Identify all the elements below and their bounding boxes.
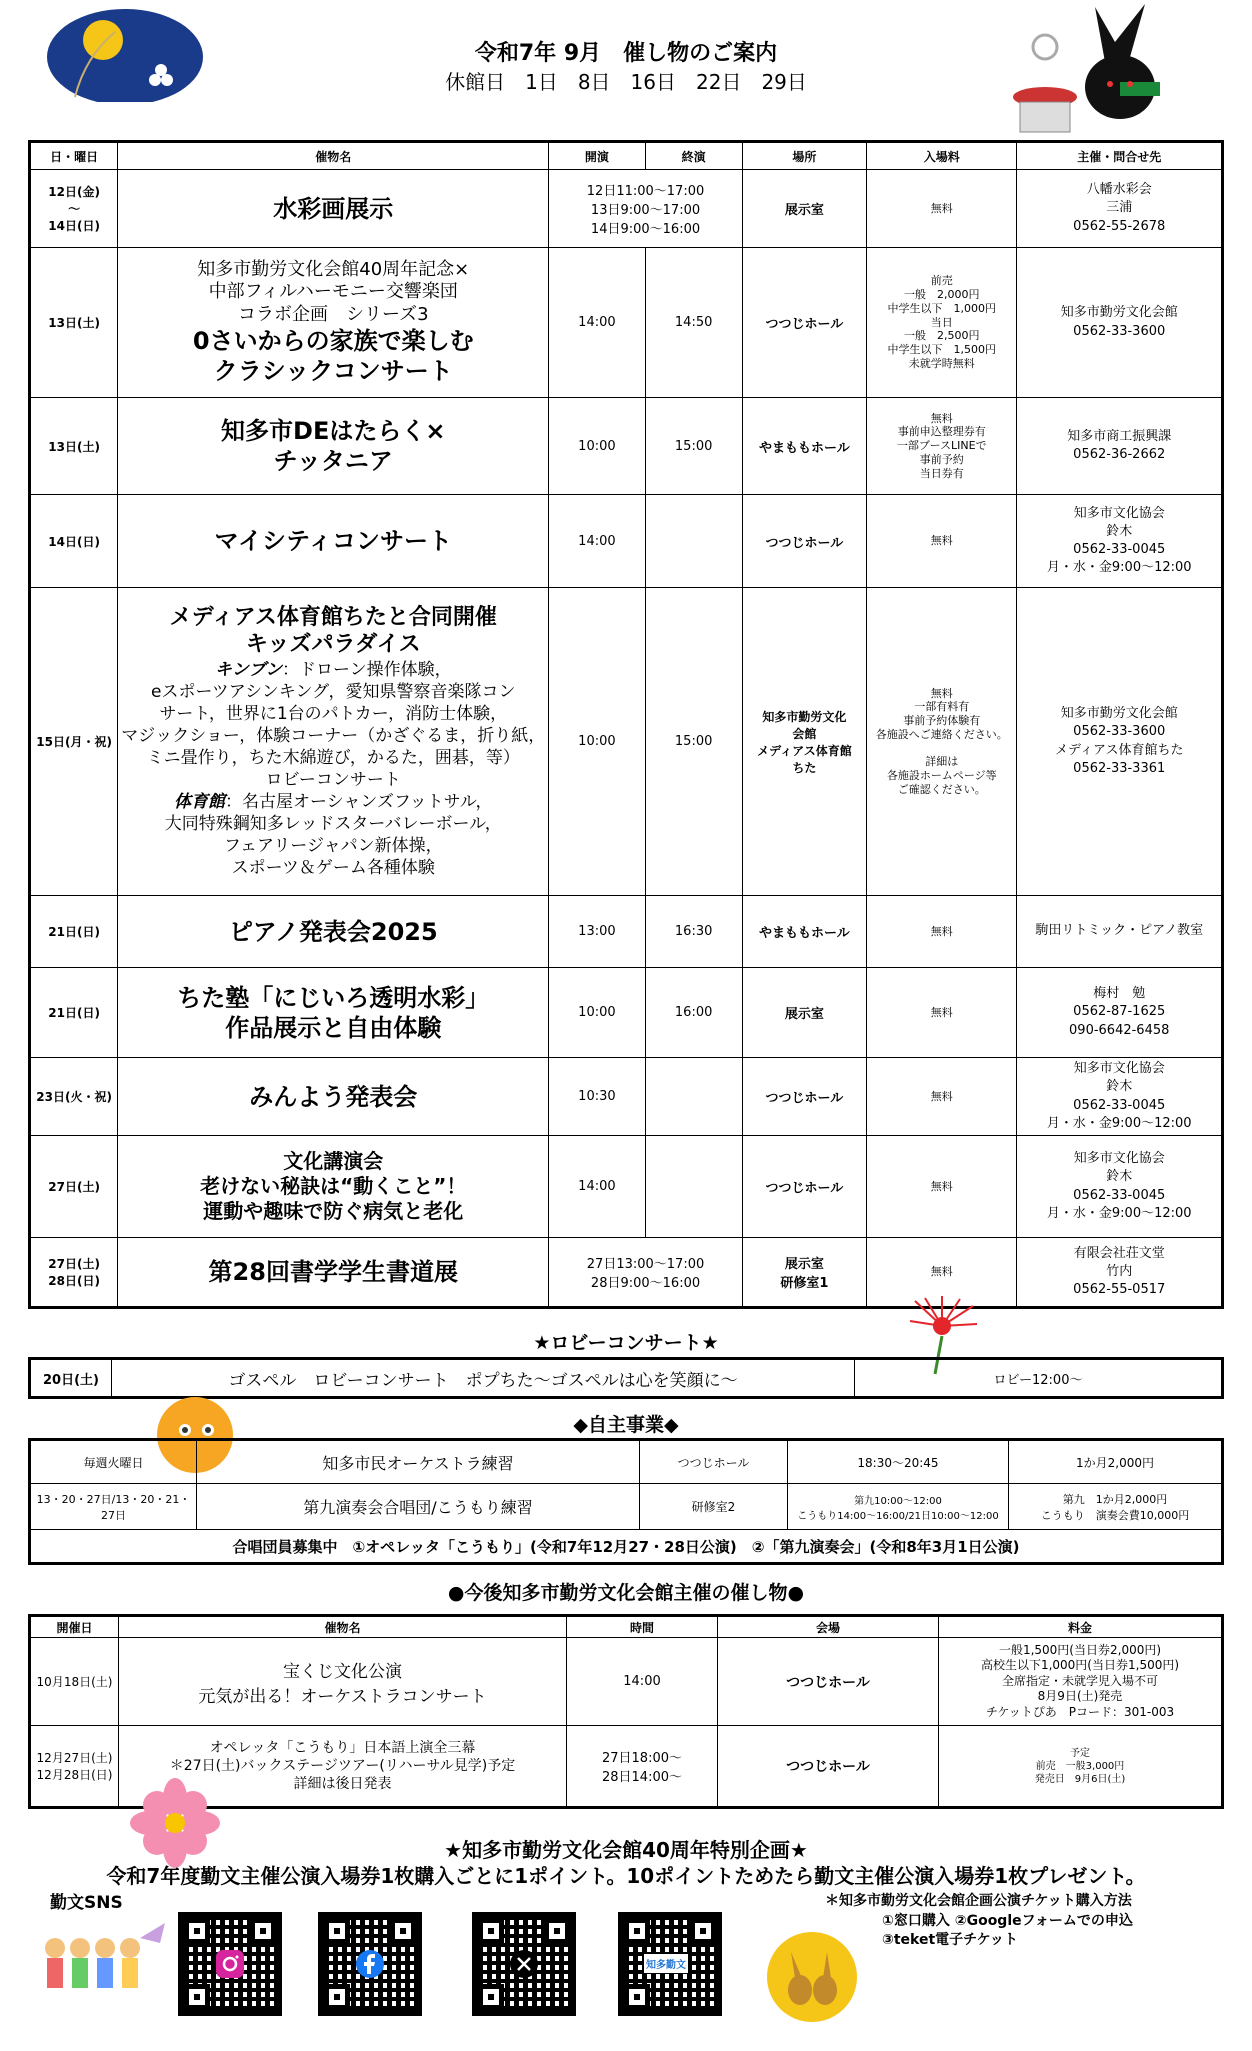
event-end: 15:00 (645, 588, 742, 896)
event-time: 27日13:00～17:00 28日9:00～16:00 (549, 1238, 742, 1308)
event-fee: 無料 (867, 170, 1017, 248)
event-name: マイシティコンサート (118, 495, 549, 588)
table-row (30, 1136, 1223, 1238)
table-row (30, 588, 1223, 896)
event-start: 10:30 (549, 1058, 645, 1136)
event-contact: 知多市文化協会 鈴木 0562-33-0045 月・水・金9:00～12:00 (1017, 1058, 1223, 1136)
table-row (30, 1058, 1223, 1136)
qr-x[interactable] (472, 1912, 576, 2016)
event-name: 水彩画展示 (118, 170, 549, 248)
event-start: 10:00 (549, 968, 645, 1058)
event-fee: 無料 一部有料有 事前予約体験有 各施設へご連絡ください。 詳細は 各施設ホームページ等 ご確認ください。 (867, 588, 1017, 896)
qr-website[interactable] (618, 1912, 722, 2016)
page-title: 令和7年 9月 催し物のご案内 (474, 41, 778, 66)
event-date: 14日(日) (30, 495, 118, 588)
col-fee: 入場料 (867, 142, 1017, 170)
col-place: 会場 (718, 1616, 939, 1638)
event-fee: 無料 (867, 1058, 1017, 1136)
event-contact: 知多市文化協会 鈴木 0562-33-0045 月・水・金9:00～12:00 (1017, 1136, 1223, 1238)
own-name: 知多市民オーケストラ練習 (197, 1440, 640, 1484)
col-fee: 料金 (939, 1616, 1223, 1638)
event-contact: 駒田リトミック・ピアノ教室 (1017, 896, 1223, 968)
event-name: 第28回書学学生書道展 (118, 1238, 549, 1308)
event-start: 14:00 (549, 248, 645, 398)
event-start: 10:00 (549, 588, 645, 896)
x-icon (510, 1950, 538, 1978)
event-place: 知多市勤労文化 会館 メディアス体育館 ちた (742, 588, 866, 896)
event-time: 12日11:00～17:00 13日9:00～17:00 14日9:00～16:00 (549, 170, 742, 248)
event-date: 27日(土) 28日(日) (30, 1238, 118, 1308)
table-row (30, 1484, 1223, 1530)
event-fee: 無料 (867, 968, 1017, 1058)
event-place: つつじホール (742, 1136, 866, 1238)
own-when: 13・20・27日/13・20・21・27日 (30, 1484, 197, 1530)
lobby-table (28, 1357, 1224, 1399)
qr-instagram[interactable] (178, 1912, 282, 2016)
ticket-method-1: ①窓口購入 ②Googleフォームでの申込 (882, 1913, 1133, 1929)
ticket-title: ＊知多市勤労文化会館企画公演チケット購入方法 (825, 1893, 1132, 1909)
future-time: 14:00 (567, 1638, 718, 1726)
event-place: 展示室 (742, 170, 866, 248)
event-end: 15:00 (645, 398, 742, 495)
table-row (30, 896, 1223, 968)
event-contact: 知多市文化協会 鈴木 0562-33-0045 月・水・金9:00～12:00 (1017, 495, 1223, 588)
event-fee: 無料 (867, 896, 1017, 968)
col-name: 催物名 (118, 142, 549, 170)
detail-label: 体育館 (174, 792, 226, 813)
own-time: 第九10:00～12:00 こうもり14:00～16:00/21日10:00～12:00 (788, 1484, 1009, 1530)
col-start: 開演 (549, 142, 645, 170)
lobby-name: ゴスペル ロビーコンサート ポプちた～ゴスペルは心を笑顔に～ (112, 1359, 855, 1398)
event-fee: 無料 (867, 1238, 1017, 1308)
future-name: 宝くじ文化公演 元気が出る！オーケストラコンサート (119, 1638, 567, 1726)
own-heading: ◆自主事業◆ (573, 1414, 679, 1436)
event-place: やまももホール (742, 398, 866, 495)
event-contact: 知多市勤労文化会館 0562-33-3600 メディアス体育館ちた 0562-33-3361 (1017, 588, 1223, 896)
event-place: つつじホール (742, 248, 866, 398)
col-time: 時間 (567, 1616, 718, 1638)
qr-facebook[interactable] (318, 1912, 422, 2016)
event-name: ピアノ発表会2025 (118, 896, 549, 968)
future-name: オペレッタ「こうもり」日本語上演全三幕 ＊27日(土)バックステージツアー(リハーサル見学)予定 詳細は後日発表 (119, 1726, 567, 1808)
event-end: 14:50 (645, 248, 742, 398)
lobby-time: ロビー12:00～ (855, 1359, 1223, 1398)
table-row (30, 1440, 1223, 1484)
event-start: 14:00 (549, 1136, 645, 1238)
future-time: 27日18:00～ 28日14:00～ (567, 1726, 718, 1808)
event-place: 展示室 (742, 968, 866, 1058)
closed-days: 休館日 1日 8日 16日 22日 29日 (445, 70, 807, 94)
event-fee: 無料 (867, 495, 1017, 588)
event-place: 展示室 研修室1 (742, 1238, 866, 1308)
own-table (28, 1438, 1224, 1565)
event-date: 12日(金) ～ 14日(日) (30, 170, 118, 248)
detail-label: キンブン (214, 659, 282, 680)
event-contact: 知多市商工振興課 0562-36-2662 (1017, 398, 1223, 495)
event-date: 21日(日) (30, 968, 118, 1058)
future-place: つつじホール (718, 1726, 939, 1808)
sns-label: 勤文SNS (50, 1893, 123, 1913)
event-date: 21日(日) (30, 896, 118, 968)
event-name-title: メディアス体育館ちたと合同開催 キッズパラダイス (169, 604, 497, 658)
table-header (30, 142, 1223, 170)
event-end: 16:00 (645, 968, 742, 1058)
own-fee: 1か月2,000円 (1009, 1440, 1223, 1484)
own-place: つつじホール (640, 1440, 788, 1484)
event-fee: 無料 (867, 1136, 1017, 1238)
col-place: 場所 (742, 142, 866, 170)
own-name: 第九演奏会合唱団/こうもり練習 (197, 1484, 640, 1530)
event-date: 13日(土) (30, 248, 118, 398)
event-date: 27日(土) (30, 1136, 118, 1238)
event-detail (120, 659, 546, 792)
own-time: 18:30～20:45 (788, 1440, 1009, 1484)
detail-text: ：名古屋オーシャンズフットサル， 大同特殊鋼知多レッドスターバレーボール， フェアリージャパン新体操， スポーツ＆ゲーム各種体験 (164, 792, 502, 879)
event-name: 知多市DEはたらく× チッタニア (118, 398, 549, 495)
event-name-line: 中部フィルハーモニー交響楽団 (208, 281, 458, 303)
event-name: みんよう発表会 (118, 1058, 549, 1136)
event-contact: 有限会社荘文堂 竹内 0562-55-0517 (1017, 1238, 1223, 1308)
ticket-method-2: ③teket電子チケット (882, 1932, 1018, 1948)
lobby-heading: ★ロビーコンサート★ (533, 1332, 719, 1354)
event-name: ちた塾「にじいろ透明水彩」 作品展示と自由体験 (118, 968, 549, 1058)
detail-text: ：ドローン操作体験， eスポーツアシンキング，愛知県警察音楽隊コン サート，世界に1台のパトカー，消防士体験， マジックショー，体験コーナー（かざぐるま，折り紙， ミニ畳作り，ちた木綿遊び，かるた，囲碁，等） ロビーコンサート (121, 659, 546, 790)
rabbit-moon-illustration (765, 1930, 860, 2025)
col-end: 終演 (645, 142, 742, 170)
table-row (30, 1638, 1223, 1726)
facebook-icon (356, 1950, 384, 1978)
event-fee: 前売 一般 2,000円 中学生以下 1,000円 当日 一般 2,500円 中学生以下 1,500円 未就学時無料 (867, 248, 1017, 398)
table-row (30, 248, 1223, 398)
qr-label: 知多勤文 (644, 1954, 688, 1973)
campaign-text: 令和7年度勤文主催公演入場券1枚購入ごとに1ポイント。10ポイントためたら勤文主催公演入場券1枚プレゼント。 (106, 1864, 1146, 1888)
table-row (30, 170, 1223, 248)
event-end (645, 1136, 742, 1238)
future-fee: 一般1,500円(当日券2,000円) 高校生以下1,000円(当日券1,500円) 全席指定・未就学児入場不可 8月9日(土)発売 チケットぴあ Pコード：301-003 (939, 1638, 1223, 1726)
event-end (645, 1058, 742, 1136)
campaign-title: ★知多市勤労文化会館40周年特別企画★ (444, 1838, 808, 1862)
table-header (30, 1616, 1223, 1638)
event-name-line: クラシックコンサート (213, 357, 453, 386)
event-name-line: 知多市勤労文化会館40周年記念× (197, 258, 470, 280)
event-date: 15日(月・祝) (30, 588, 118, 896)
event-name-line: コラボ企画 シリーズ3 (237, 303, 429, 325)
col-date: 開催日 (30, 1616, 119, 1638)
event-end: 16:30 (645, 896, 742, 968)
future-fee: 予定 前売 一般3,000円 発売日 9月6日(土) (939, 1726, 1223, 1808)
event-name (118, 248, 549, 398)
lobby-date: 20日(土) (30, 1359, 112, 1398)
event-table (28, 140, 1224, 1309)
future-heading: ●今後知多市勤労文化会館主催の催し物● (447, 1582, 805, 1604)
rabbit-moon-icon (765, 1930, 860, 2025)
event-date: 13日(土) (30, 398, 118, 495)
event-fee: 無料 事前申込整理券有 一部ブースLINEで 事前予約 当日券有 (867, 398, 1017, 495)
event-detail (120, 791, 546, 879)
own-when: 毎週火曜日 (30, 1440, 197, 1484)
event-place: つつじホール (742, 1058, 866, 1136)
future-date: 12月27日(土) 12月28日(日) (30, 1726, 119, 1808)
col-contact: 主催・問合せ先 (1017, 142, 1223, 170)
table-row (30, 968, 1223, 1058)
event-place: つつじホール (742, 495, 866, 588)
event-contact: 知多市勤労文化会館 0562-33-3600 (1017, 248, 1223, 398)
event-name (118, 588, 549, 896)
col-date: 日・曜日 (30, 142, 118, 170)
table-row (30, 398, 1223, 495)
event-date: 23日(火・祝) (30, 1058, 118, 1136)
event-start: 13:00 (549, 896, 645, 968)
event-place: やまももホール (742, 896, 866, 968)
event-name-line: 0さいからの家族で楽しむ (192, 327, 474, 356)
own-place: 研修室2 (640, 1484, 788, 1530)
future-date: 10月18日(土) (30, 1638, 119, 1726)
col-name: 催物名 (119, 1616, 567, 1638)
instagram-icon (216, 1950, 244, 1978)
own-fee: 第九 1か月2,000円 こうもり 演奏会費10,000円 (1009, 1484, 1223, 1530)
event-end (645, 495, 742, 588)
own-note: 合唱団員募集中 ①オペレッタ「こうもり」(令和7年12月27・28日公演) ②「第九演奏会」(令和8年3月1日公演) (30, 1530, 1223, 1564)
event-contact: 八幡水彩会 三浦 0562-55-2678 (1017, 170, 1223, 248)
event-contact: 梅村 勉 0562-87-1625 090-6642-6458 (1017, 968, 1223, 1058)
table-row (30, 1359, 1223, 1398)
kids-illustration (40, 1918, 170, 2008)
event-name: 文化講演会 老けない秘訣は“動くこと”！ 運動や趣味で防ぐ病気と老化 (118, 1136, 549, 1238)
table-row (30, 1238, 1223, 1308)
children-icon (40, 1918, 170, 2008)
table-row (30, 1530, 1223, 1564)
event-start: 10:00 (549, 398, 645, 495)
table-row (30, 495, 1223, 588)
future-place: つつじホール (718, 1638, 939, 1726)
event-start: 14:00 (549, 495, 645, 588)
